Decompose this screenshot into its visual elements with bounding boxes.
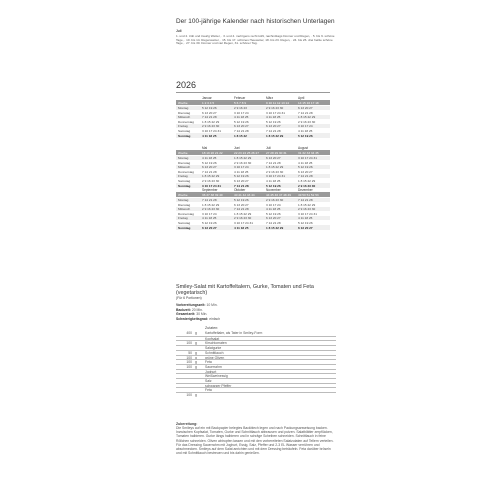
week-number-row xyxy=(176,150,330,155)
day-numbers: 4 11 18 25 xyxy=(234,115,249,120)
month-header: Dezember xyxy=(298,188,313,192)
weekday-name: Montag xyxy=(178,106,189,110)
day-numbers: 3 10 17 24 xyxy=(234,110,249,115)
weekday-name: Freitag xyxy=(178,124,188,129)
ingredients-heading: Zutaten: xyxy=(205,326,219,330)
day-numbers: 1 8 15 22 xyxy=(234,133,247,138)
day-numbers: 7 14 21 28 xyxy=(202,115,217,120)
week-numbers: 40 41 42 43 44 xyxy=(234,192,255,197)
ingredient-name: Feta xyxy=(205,360,212,365)
weather-note: 1. und 2. trüb und traurig Wetter, . 3. und 4. mehrgens recht kühl, nachmittags Donner und Regen, . 5. bis 9. schöne Tage, . 10. bis 14. Regenwetter, . 15. bis 17. schönes Heuwetter, 18. bis 23. Regen, . 24. bis 26. drei heiße schöne Tage, . 27. bis 30. Donner und viel Regen, 31. schöner Tag. xyxy=(176,34,335,46)
day-numbers: 7 14 21 28 xyxy=(234,129,249,133)
week-numbers: 14 15 16 17 18 xyxy=(298,100,319,105)
weekday-name: Dienstag xyxy=(178,160,191,165)
ingredient-quantity: 400 xyxy=(186,331,192,335)
week-number-row xyxy=(176,100,330,105)
recipe-title: Smiley-Salat mit Kartoffeltalern, Gurke, Tomaten und Feta (vegetarisch) xyxy=(176,284,314,297)
week-numbers: 27 28 29 30 31 xyxy=(266,150,287,155)
day-numbers: 2 9 16 23 30 xyxy=(266,106,284,110)
day-numbers: 1 8 15 22 29 xyxy=(266,165,284,170)
weekday-name: Donnerstag xyxy=(178,211,194,216)
weekday-name: Montag xyxy=(178,198,189,202)
ingredient-unit: g xyxy=(195,350,197,355)
weekday-name: Dienstag xyxy=(178,110,191,115)
week-number-row xyxy=(176,192,330,197)
day-numbers: 5 12 19 26 xyxy=(202,160,217,165)
weekday-row xyxy=(176,183,330,188)
week-numbers: 36 37 38 39 40 xyxy=(202,192,223,197)
day-numbers: 1 8 15 22 29 xyxy=(266,133,284,138)
day-numbers: 2 9 16 23 30 xyxy=(202,124,220,129)
ingredient-name: Feta xyxy=(205,388,212,393)
day-numbers: 5 12 19 26 xyxy=(266,183,281,188)
day-numbers: 2 9 16 23 30 xyxy=(234,160,252,165)
day-numbers: 7 14 21 28 xyxy=(298,198,313,202)
month-header: September xyxy=(202,188,218,192)
ingredient-quantity: 100 xyxy=(186,355,192,360)
week-numbers: 5 6 7 8 9 xyxy=(234,100,247,105)
day-numbers: 5 12 19 26 xyxy=(298,221,313,225)
weekday-name: Samstag xyxy=(178,129,191,133)
month-header: Juli xyxy=(266,146,271,150)
ingredient-name: Kartoffeltaler, als Tater in Smiley-Form xyxy=(205,331,263,335)
day-numbers: 3 10 17 24 xyxy=(266,202,281,207)
weekday-name: Donnerstag xyxy=(178,119,194,124)
day-numbers: 7 14 21 28 xyxy=(266,129,281,133)
month-header: Februar xyxy=(234,96,246,100)
weekday-name: Mittwoch xyxy=(178,115,191,120)
day-numbers: 6 13 20 27 xyxy=(298,106,313,110)
ingredient-unit: g xyxy=(195,393,197,398)
week-numbers: 44 45 46 47 48 49 xyxy=(266,192,291,197)
recipe-prep-time: Vorbereitungszeit: 10 Min. xyxy=(176,303,218,307)
year-divider xyxy=(176,92,330,93)
month-header: November xyxy=(266,188,281,192)
weekday-name: Donnerstag xyxy=(178,169,194,174)
day-numbers: 6 13 20 27 xyxy=(266,124,281,129)
day-numbers: 7 14 21 28 xyxy=(298,110,313,115)
day-numbers: 1 8 15 22 29 xyxy=(202,202,220,207)
weekday-name: Samstag xyxy=(178,221,191,225)
day-numbers: 6 13 20 27 xyxy=(202,165,217,170)
day-numbers: 3 10 17 24 31 xyxy=(202,183,221,188)
calendar-block xyxy=(176,146,330,188)
day-numbers: 6 13 20 27 xyxy=(266,156,281,160)
day-numbers: 5 12 19 26 xyxy=(234,174,249,179)
day-numbers: 5 12 19 26 xyxy=(202,106,217,110)
day-numbers: 2 9 16 23 30 xyxy=(202,207,220,212)
day-numbers: 4 11 18 25 xyxy=(234,169,249,174)
weekday-name: Freitag xyxy=(178,216,188,221)
calendar-year: 2026 xyxy=(176,80,197,90)
day-numbers: 6 13 20 27 xyxy=(298,225,313,230)
month-header: April xyxy=(298,96,305,100)
ingredient-name: Salatgurke xyxy=(205,346,222,351)
day-numbers: 7 14 21 28 xyxy=(202,169,217,174)
day-numbers: 3 10 17 24 xyxy=(202,211,217,216)
ingredient-unit: g xyxy=(195,341,197,346)
ingredient-name: Schnittlauch xyxy=(205,350,224,355)
recipe-bake-time: Backzeit: 20 Min. xyxy=(176,307,203,312)
month-header: Januar xyxy=(202,96,212,100)
day-numbers: 2 9 16 23 30 xyxy=(298,207,316,212)
day-numbers: 6 13 20 27 xyxy=(202,225,217,230)
day-numbers: 4 11 18 25 xyxy=(202,156,217,160)
ingredient-quantity: 100 xyxy=(186,360,192,365)
day-numbers: 4 11 18 25 xyxy=(202,133,217,138)
weekday-row xyxy=(176,225,330,230)
month-header: Oktober xyxy=(234,188,246,192)
day-numbers: 1 8 15 22 29 xyxy=(202,174,220,179)
recipe-total-time: Gesamtzeit: 30 Min. xyxy=(176,312,208,316)
week-label: Woche xyxy=(178,192,188,197)
day-numbers: 3 10 17 24 31 xyxy=(202,129,221,133)
weather-month-label: Juli xyxy=(176,29,182,33)
day-numbers: 6 13 20 27 xyxy=(234,124,249,129)
week-numbers: 9 10 11 12 13 14 xyxy=(266,100,289,105)
day-numbers: 7 14 21 28 xyxy=(266,160,281,165)
ingredient-unit: g xyxy=(195,355,197,360)
recipe-difficulty: Schwierigkeitsgrad: einfach xyxy=(176,316,221,321)
ingredient-unit: g xyxy=(195,364,197,369)
month-header: August xyxy=(298,146,308,150)
weekday-name: Sonntag xyxy=(178,225,191,230)
week-numbers: 49 50 51 52 53 xyxy=(298,192,319,197)
day-numbers: 6 13 20 27 xyxy=(234,202,249,207)
day-numbers: 6 13 20 27 xyxy=(298,169,313,174)
ingredient-quantity: 100 xyxy=(186,364,192,369)
day-numbers: 2 9 16 23 30 xyxy=(266,198,284,202)
ingredient-name: grüne Oliven xyxy=(205,355,225,360)
day-numbers: 7 14 21 28 xyxy=(266,221,281,225)
day-numbers: 7 14 21 28 xyxy=(202,198,217,202)
day-numbers: 2 9 16 23 30 xyxy=(298,119,316,124)
day-numbers: 4 11 18 25 xyxy=(266,207,281,212)
page-title: Der 100-jährige Kalender nach historischen Unterlagen xyxy=(176,18,335,25)
weekday-name: Freitag xyxy=(178,174,188,179)
week-numbers: 22 23 24 25 26 27 xyxy=(234,150,259,155)
week-label: Woche xyxy=(178,150,188,155)
month-header: März xyxy=(266,96,274,100)
day-numbers: 7 14 21 28 xyxy=(298,174,313,179)
day-numbers: 4 11 18 25 xyxy=(266,115,281,120)
day-numbers: 5 12 19 26 xyxy=(298,165,313,170)
preparation-text: Die Smileys auf ein mit Backpapier belegtes Backblech legen und nach Packungsanweisung backen. Inzwischen Kopfsalat, Tomaten, Gurke und Schnittlauch abbrausen und putzen. Salatblätter zerpflücken, Tomaten halbieren. Gurke längs halbieren und in schräge Scheiben schneiden. Schnittlauch in feine Röllchen schneiden. Oliven abtropfen lassen und mit den vorbereiteten Salatzutaten auf Tellern verteilen. Für das Dressing Sauerrahm mit Joghurt, Essig, Salz, Pfeffer und 2-3 EL Wasser verrühren und abschmecken. Smileys auf dem Salat anrichten und mit dem Dressing beträufeln. Feta darüber bröseln und mit Schnittlauch bestreuen und bis dahin genießen. xyxy=(176,426,334,456)
weekday-name: Sonntag xyxy=(178,183,191,188)
day-numbers: 4 11 18 25 xyxy=(202,216,217,221)
day-numbers: 6 13 20 27 xyxy=(266,216,281,221)
day-numbers: 1 8 15 22 29 xyxy=(202,119,220,124)
weekday-name: Montag xyxy=(178,156,189,160)
ingredient-quantity: 100 xyxy=(186,341,192,346)
day-numbers: 4 11 18 25 xyxy=(266,179,281,183)
day-numbers: 7 14 21 28 xyxy=(234,183,249,188)
day-numbers: 1 8 15 22 29 xyxy=(266,225,284,230)
day-numbers: 2 9 16 23 30 xyxy=(298,183,316,188)
calendar-block xyxy=(176,96,330,138)
ingredient-name: schwarzer Pfeffer xyxy=(205,383,232,388)
calendar-block xyxy=(176,188,330,230)
ingredient-unit: g xyxy=(195,331,197,335)
day-numbers: 1 8 15 22 29 xyxy=(234,156,252,160)
ingredient-name: Sauerrahm xyxy=(205,364,222,369)
day-numbers: 1 8 15 22 29 xyxy=(298,115,316,120)
week-numbers: 18 19 20 21 22 xyxy=(202,150,223,155)
weekday-row xyxy=(176,133,330,138)
day-numbers: 3 10 17 24 31 xyxy=(298,211,317,216)
day-numbers: 1 8 15 22 29 xyxy=(234,211,252,216)
weekday-name: Dienstag xyxy=(178,202,191,207)
ingredient-quantity: 50 xyxy=(188,350,192,355)
day-numbers: 5 12 19 26 xyxy=(298,133,313,138)
ingredient-unit: g xyxy=(195,360,197,365)
week-numbers: 31 32 33 34 35 xyxy=(298,150,319,155)
weekday-name: Samstag xyxy=(178,179,191,183)
day-numbers: 3 10 17 24 31 xyxy=(266,174,285,179)
day-numbers: 4 11 18 25 xyxy=(298,129,313,133)
day-numbers: 1 8 15 22 29 xyxy=(298,202,316,207)
day-numbers: 3 10 17 24 xyxy=(298,124,313,129)
day-numbers: 5 12 19 26 xyxy=(202,221,217,225)
day-numbers: 5 12 19 26 xyxy=(266,211,281,216)
ingredient-name: Kirschtomaten xyxy=(205,341,227,346)
day-numbers: 6 13 20 27 xyxy=(202,110,217,115)
month-header: Juni xyxy=(234,146,240,150)
day-numbers: 4 11 18 25 xyxy=(298,160,313,165)
weekday-name: Mittwoch xyxy=(178,165,191,170)
recipe-subtitle: (Für 6 Portionen) xyxy=(176,296,202,300)
day-numbers: 3 10 17 24 xyxy=(234,165,249,170)
day-numbers: 5 12 19 26 xyxy=(234,119,249,124)
day-numbers: 2 9 16 23 30 xyxy=(266,169,284,174)
ingredient-name: Kopfsalat xyxy=(205,336,220,341)
day-numbers: 6 13 20 27 xyxy=(234,179,249,183)
day-numbers: 3 10 17 24 31 xyxy=(234,221,253,225)
ingredient-row xyxy=(176,392,336,398)
month-header: Mai xyxy=(202,146,208,150)
day-numbers: 7 14 21 28 xyxy=(234,207,249,212)
ingredient-name: Joghurt xyxy=(205,369,217,374)
day-numbers: 5 12 19 26 xyxy=(234,198,249,202)
ingredient-name: Salz xyxy=(205,379,212,383)
weekday-name: Mittwoch xyxy=(178,207,191,212)
day-numbers: 4 11 18 25 xyxy=(298,216,313,221)
weekday-name: Sonntag xyxy=(178,133,191,138)
week-numbers: 1 2 3 4 5 xyxy=(202,100,215,105)
ingredient-name: Weißweinessig xyxy=(205,374,228,379)
preparation-heading: Zubereitung: xyxy=(176,422,198,426)
day-numbers: 2 9 16 23 30 xyxy=(202,179,220,183)
day-numbers: 2 9 16 23 xyxy=(234,106,247,110)
day-numbers: 5 12 19 26 xyxy=(266,119,281,124)
day-numbers: 1 8 15 22 29 xyxy=(298,179,316,183)
day-numbers: 2 9 16 23 30 xyxy=(234,216,252,221)
day-numbers: 3 10 17 24 31 xyxy=(298,156,317,160)
ingredient-quantity: 100 xyxy=(186,393,192,398)
day-numbers: 3 10 17 24 31 xyxy=(266,110,285,115)
week-label: Woche xyxy=(178,100,188,105)
day-numbers: 4 11 18 25 xyxy=(234,225,249,230)
